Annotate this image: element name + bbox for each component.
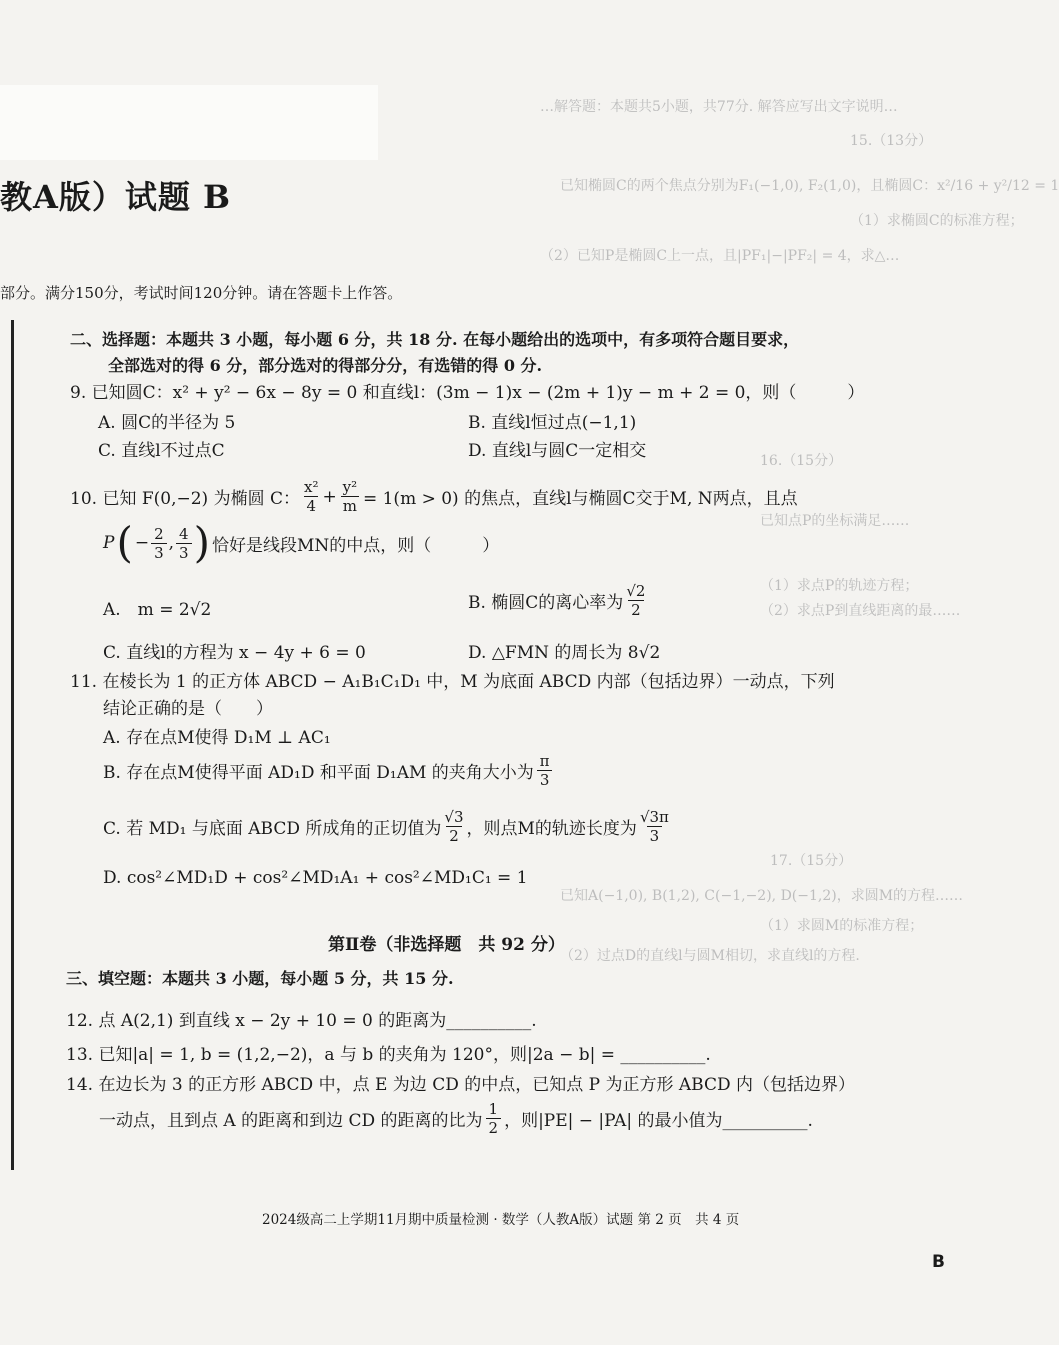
left-paren: (: [116, 518, 133, 567]
fraction-sqrt2-2: [626, 582, 645, 619]
question-10-point-p: [103, 518, 500, 567]
question-10-option-d: D. △FMN 的周长为 8√2: [468, 643, 661, 663]
fraction-sqrt3pi-3: [640, 808, 669, 845]
fraction-4-3: [176, 525, 192, 562]
denominator: 3: [151, 543, 167, 562]
margin-line: [11, 320, 14, 1170]
comma: ,: [168, 533, 175, 553]
question-13: 13. 已知|a| = 1, b = (1,2,−2)，a 与 b 的夹角为 120°，则|2a − b| = __________.: [66, 1045, 711, 1065]
section-2-heading-line2: 全部选对的得 6 分，部分选对的得部分分，有选错的得 0 分.: [108, 356, 543, 375]
numerator: 2: [154, 524, 164, 543]
blank-area: [0, 85, 378, 160]
section-3-heading: 三、填空题：本题共 3 小题，每小题 5 分，共 15 分.: [66, 969, 454, 988]
denominator: m: [342, 497, 357, 515]
fraction-x2-4: [304, 478, 318, 515]
option-c-mid: ，则点M的轨迹长度为: [466, 819, 637, 839]
q10-stem2: 恰好是线段MN的中点，则（ ）: [211, 535, 500, 556]
numerator: 4: [179, 524, 189, 543]
question-14-line2: [99, 1100, 813, 1137]
question-12: 12. 点 A(2,1) 到直线 x − 2y + 10 = 0 的距离为__________.: [66, 1011, 537, 1031]
part-2-heading: 第Ⅱ卷（非选择题 共 92 分）: [328, 935, 565, 955]
denominator: 2: [446, 826, 462, 845]
numerator: √3: [444, 808, 464, 826]
exam-intro: 部分。满分150分，考试时间120分钟。请在答题卡上作答。: [0, 284, 403, 302]
fraction-sqrt3-2: [444, 808, 463, 845]
page-mark: B: [932, 1252, 945, 1272]
fraction-1-2: [486, 1100, 502, 1137]
question-10-stem: [70, 478, 798, 515]
bleed-line: （1）求椭圆C的标准方程；: [850, 213, 1024, 229]
question-9-option-b: B. 直线l恒过点(−1,1): [468, 413, 637, 433]
page-title: 教A版）试题 B: [0, 178, 232, 216]
question-11-option-c: [103, 808, 669, 845]
plus-sign: +: [322, 486, 337, 507]
question-10-option-b: [468, 582, 645, 619]
question-10-option-a: A. m = 2√2: [103, 600, 212, 620]
bleed-line: （2）求点P到直线距离的最……: [760, 603, 961, 619]
question-11-option-d: D. cos²∠MD₁D + cos²∠MD₁A₁ + cos²∠MD₁C₁ = 1: [103, 868, 528, 888]
denominator: 2: [486, 1118, 502, 1137]
bleed-line: 已知A(−1,0), B(1,2), C(−1,−2), D(−1,2)，求圆M的方程……: [560, 888, 964, 904]
question-14-line1: 14. 在边长为 3 的正方形 ABCD 中，点 E 为边 CD 的中点，已知点 P 为正方形 ABCD 内（包括边界）: [66, 1075, 856, 1095]
fraction-2-3: [151, 525, 167, 562]
q10-stem-post: = 1(m > 0) 的焦点，直线l与椭圆C交于M, N两点，且点: [362, 489, 798, 509]
q10-stem-pre: 10. 已知 F(0,−2) 为椭圆 C：: [70, 489, 300, 509]
denominator: 3: [176, 543, 192, 562]
bleed-line: （2）过点D的直线l与圆M相切，求直线l的方程.: [560, 948, 860, 964]
numerator: x²: [304, 478, 319, 496]
denominator: 4: [306, 497, 317, 515]
bleed-line: …解答题：本题共5小题，共77分. 解答应写出文字说明…: [540, 99, 898, 115]
bleed-line: 已知点P的坐标满足……: [760, 513, 910, 529]
option-c-text: C. 若 MD₁ 与底面 ABCD 所成角的正切值为: [103, 819, 442, 839]
q14-line2-post: ，则|PE| − |PA| 的最小值为__________.: [504, 1111, 813, 1131]
fraction-y2-m: [341, 478, 359, 515]
numerator: 1: [488, 1100, 499, 1118]
bleed-line: （2）已知P是椭圆C上一点，且|PF₁|−|PF₂| = 4，求△…: [540, 248, 900, 264]
section-2-heading-line1: 二、选择题：本题共 3 小题，每小题 6 分，共 18 分. 在每小题给出的选项中，有多项符合题目要求，: [70, 330, 800, 349]
bleed-line: 15.（13分）: [850, 133, 933, 149]
denominator: 3: [537, 770, 553, 789]
right-paren: ): [193, 518, 210, 567]
option-b-text: B. 椭圆C的离心率为: [468, 593, 624, 613]
page-footer: 2024级高二上学期11月期中质量检测 · 数学（人教A版）试题 第 2 页 共 4 页: [262, 1212, 740, 1228]
fraction-pi-3: [537, 752, 553, 789]
question-11-stem-line1: 11. 在棱长为 1 的正方体 ABCD − A₁B₁C₁D₁ 中，M 为底面 ABCD 内部（包括边界）一动点，下列: [70, 672, 835, 692]
bleed-line: （1）求圆M的标准方程；: [760, 918, 924, 934]
question-11-stem-line2: 结论正确的是（ ）: [103, 699, 273, 719]
numerator: π: [539, 752, 550, 770]
question-9-option-a: A. 圆C的半径为 5: [98, 413, 236, 433]
bleed-line: 17.（15分）: [770, 853, 853, 869]
numerator: y²: [342, 478, 358, 496]
question-10-option-c: C. 直线l的方程为 x − 4y + 6 = 0: [103, 643, 366, 663]
bleed-line: 已知椭圆C的两个焦点分别为F₁(−1,0), F₂(1,0)，且椭圆C：x²/16 + y²/12 = 1: [560, 178, 1059, 194]
question-9-option-c: C. 直线l不过点C: [98, 441, 225, 461]
bleed-line: （1）求点P的轨迹方程；: [760, 578, 919, 594]
question-9-option-d: D. 直线l与圆C一定相交: [468, 441, 647, 461]
question-11-option-a: A. 存在点M使得 D₁M ⊥ AC₁: [103, 728, 331, 748]
q14-line2-pre: 一动点，且到点 A 的距离和到边 CD 的距离的比为: [99, 1111, 483, 1131]
question-9-stem: 9. 已知圆C：x² + y² − 6x − 8y = 0 和直线l：(3m − 1)x − (2m + 1)y − m + 2 = 0，则（ ）: [70, 383, 865, 403]
denominator: 3: [647, 826, 663, 845]
option-b-text: B. 存在点M使得平面 AD₁D 和平面 D₁AM 的夹角大小为: [103, 763, 534, 783]
denominator: 2: [628, 600, 644, 619]
minus-sign: −: [134, 533, 150, 553]
numerator: √3π: [639, 808, 669, 826]
question-11-option-b: [103, 752, 552, 789]
numerator: √2: [626, 582, 646, 600]
point-label: P: [103, 533, 115, 553]
bleed-line: 16.（15分）: [760, 453, 843, 469]
